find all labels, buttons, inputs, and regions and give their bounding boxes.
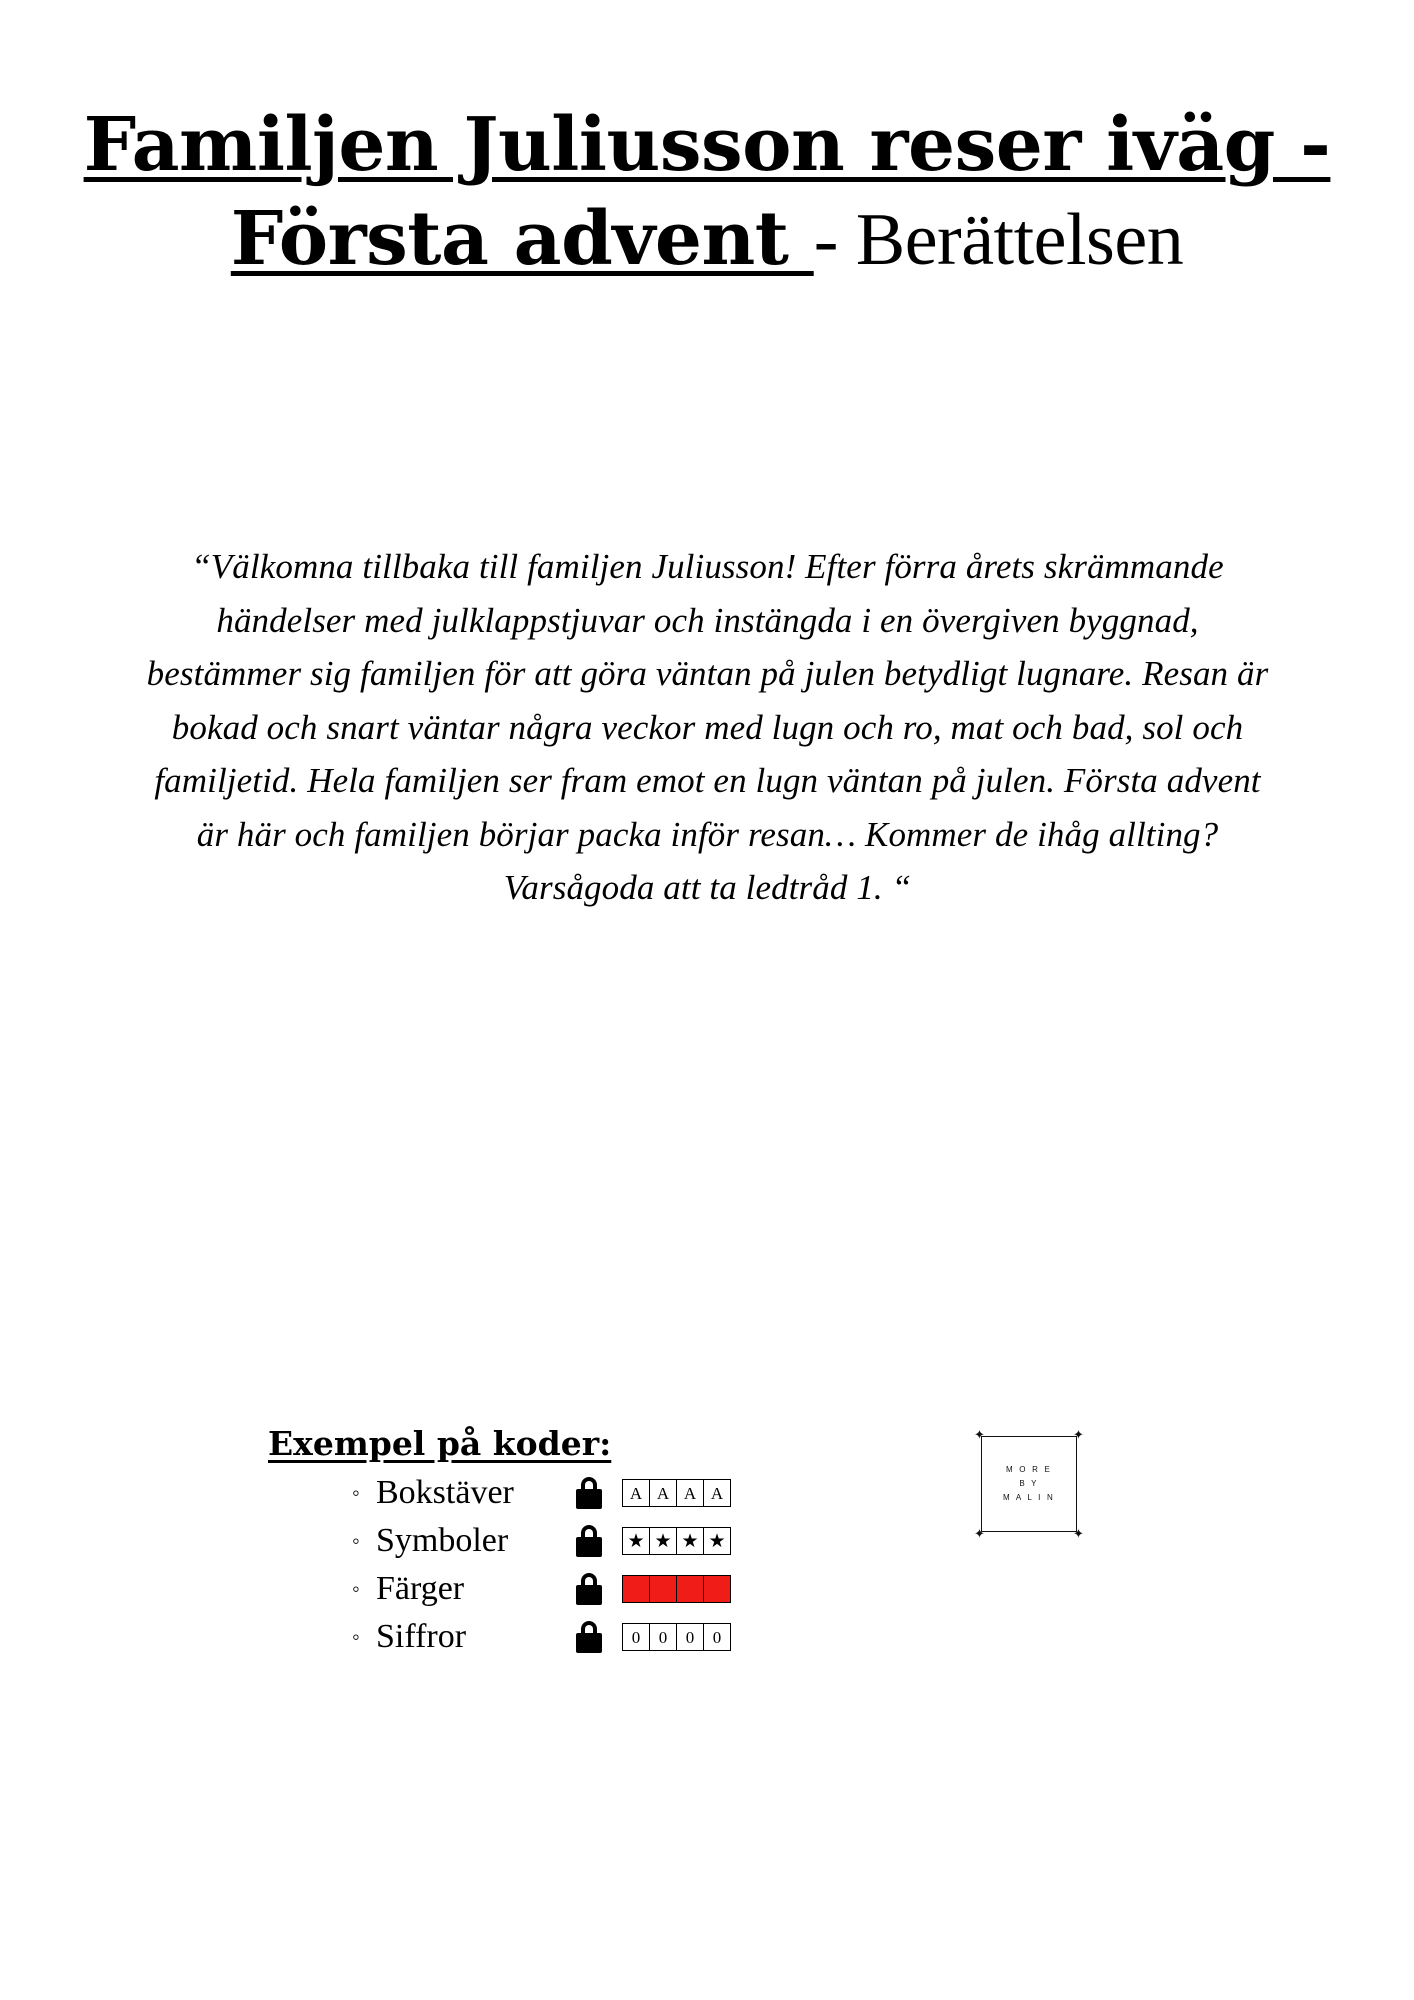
list-item bbox=[352, 1469, 1068, 1517]
code-box bbox=[622, 1575, 650, 1603]
code-box: ★ bbox=[622, 1527, 650, 1555]
logo-corner-icon: ✦ bbox=[974, 1427, 985, 1442]
title-subtitle-regular: - Berättelsen bbox=[813, 199, 1184, 282]
bullet-icon: ◦ bbox=[352, 1480, 360, 1505]
title-line-1-text: Familjen Juliusson reser iväg - bbox=[83, 102, 1331, 188]
list-item bbox=[352, 1565, 1068, 1613]
logo-text bbox=[973, 1428, 1085, 1540]
title-line-1 bbox=[0, 102, 1414, 188]
code-boxes-symbols bbox=[622, 1527, 730, 1555]
code-box: ★ bbox=[649, 1527, 677, 1555]
code-box: A bbox=[622, 1479, 650, 1507]
bullet-icon: ◦ bbox=[352, 1528, 360, 1553]
code-box: 0 bbox=[622, 1623, 650, 1651]
logo-corner-icon: ✦ bbox=[1073, 1427, 1084, 1442]
logo-line-2: B Y bbox=[1019, 1479, 1039, 1488]
code-type-label: Bokstäver bbox=[376, 1474, 514, 1511]
code-box: ★ bbox=[703, 1527, 731, 1555]
title-subtitle-bold: Första advent bbox=[230, 196, 814, 283]
code-type-label: Färger bbox=[376, 1570, 465, 1607]
list-item bbox=[352, 1613, 1068, 1661]
padlock-icon bbox=[576, 1477, 602, 1509]
code-box: A bbox=[676, 1479, 704, 1507]
story-paragraph: “Välkomna tillbaka till familjen Juliusson! Efter förra årets skrämmande händelser med julklappstjuvar och instängda i en övergiven byggnad, bestämmer sig familjen för att göra väntan på julen betydligt lugnare. Resan är bokad och snart väntar några veckor med lugn och ro, mat och bad, sol och familjetid. Hela familjen ser fram emot en lugn väntan på julen. Första advent är här och familjen börjar packa inför resan… Kommer de ihåg allting? Varsågoda att ta ledtråd 1. “ bbox=[146, 547, 1269, 908]
code-box bbox=[703, 1575, 731, 1603]
code-boxes-colors bbox=[622, 1575, 730, 1603]
padlock-icon bbox=[576, 1573, 602, 1605]
padlock-icon bbox=[576, 1525, 602, 1557]
logo-line-1: M O R E bbox=[1005, 1465, 1053, 1474]
code-boxes-digits bbox=[622, 1623, 730, 1651]
brand-logo bbox=[973, 1428, 1085, 1540]
code-box bbox=[649, 1575, 677, 1603]
bullet-icon: ◦ bbox=[352, 1624, 360, 1649]
code-type-label: Siffror bbox=[376, 1618, 467, 1655]
logo-corner-icon: ✦ bbox=[1073, 1526, 1084, 1541]
code-type-label: Symboler bbox=[376, 1522, 509, 1559]
logo-corner-icon: ✦ bbox=[974, 1526, 985, 1541]
code-boxes-letters bbox=[622, 1479, 730, 1507]
code-box: 0 bbox=[649, 1623, 677, 1651]
padlock-icon bbox=[576, 1621, 602, 1653]
code-box: A bbox=[703, 1479, 731, 1507]
code-box: ★ bbox=[676, 1527, 704, 1555]
page-title bbox=[0, 102, 1414, 283]
title-line-2 bbox=[0, 196, 1414, 283]
code-box: 0 bbox=[676, 1623, 704, 1651]
bullet-icon: ◦ bbox=[352, 1576, 360, 1601]
code-box: A bbox=[649, 1479, 677, 1507]
code-box: 0 bbox=[703, 1623, 731, 1651]
code-examples-section bbox=[268, 1424, 1068, 1661]
list-item bbox=[352, 1517, 1068, 1565]
code-examples-heading: Exempel på koder: bbox=[268, 1424, 612, 1463]
code-examples-list bbox=[268, 1469, 1068, 1661]
logo-line-3: M A L I N bbox=[1003, 1493, 1055, 1502]
code-box bbox=[676, 1575, 704, 1603]
